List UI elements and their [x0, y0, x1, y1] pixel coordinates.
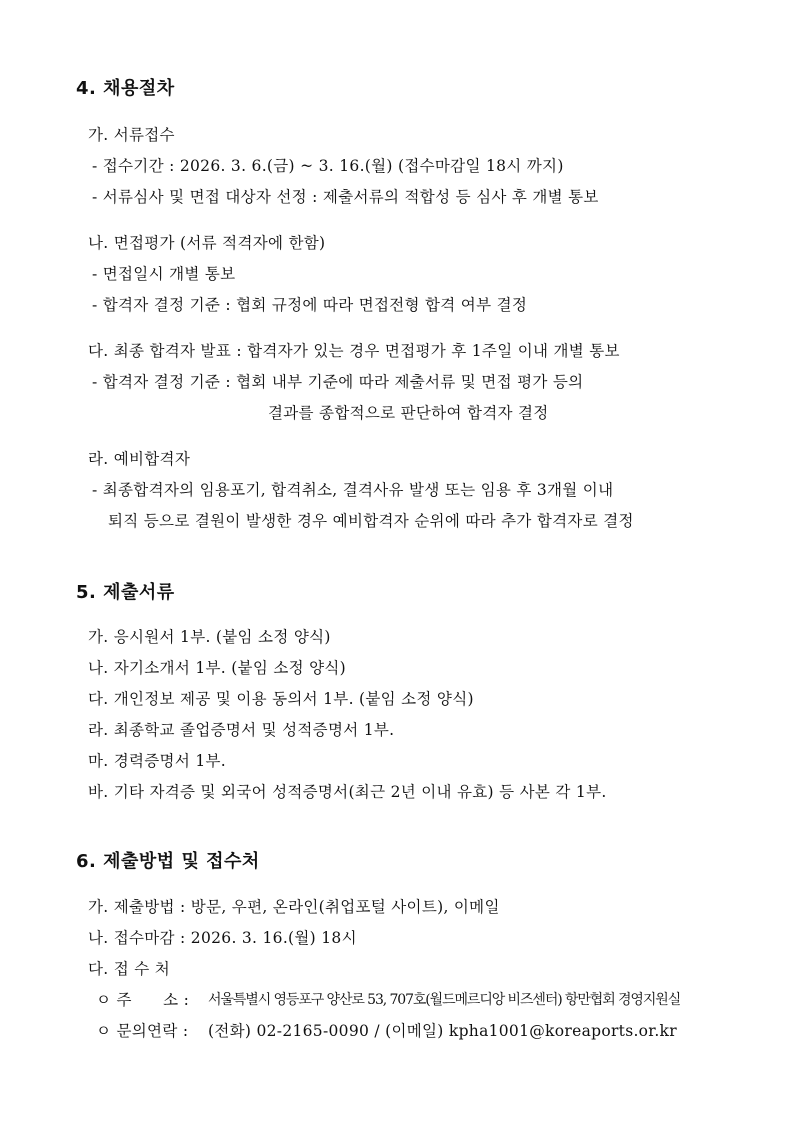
- sec5-item: 나. 자기소개서 1부. (붙임 소정 양식): [88, 659, 346, 677]
- sec4-a-item-1: - 접수기간 : 2026. 3. 6.(금) ~ 3. 16.(월) (접수마감일 18시 까지): [92, 157, 564, 175]
- sec4-b-item-1: - 면접일시 개별 통보: [92, 265, 236, 283]
- sec6-address-value: 서울특별시 영등포구 양산로 53, 707호(월드메르디앙 비즈센터) 항만협회 경영지원실: [208, 992, 681, 1008]
- sec4-d-item-1-cont: 퇴직 등으로 결원이 발생한 경우 예비합격자 순위에 따라 추가 합격자로 결정: [108, 512, 634, 530]
- sec6-address-label: ㅇ 주 소 :: [96, 991, 190, 1009]
- sec5-item: 바. 기타 자격증 및 외국어 성적증명서(최근 2년 이내 유효) 등 사본 각 1부.: [88, 783, 607, 801]
- sec4-a-item-2: - 서류심사 및 면접 대상자 선정 : 제출서류의 적합성 등 심사 후 개별 통보: [92, 188, 599, 206]
- sec6-contact-label: ㅇ 문의연락 :: [96, 1022, 189, 1040]
- sec4-c-title: 다. 최종 합격자 발표 : 합격자가 있는 경우 면접평가 후 1주일 이내 개별 통보: [88, 342, 620, 360]
- sec4-d-title: 라. 예비합격자: [88, 450, 191, 468]
- sec4-d-item-1: - 최종합격자의 임용포기, 합격취소, 결격사유 발생 또는 임용 후 3개월 이내: [92, 481, 614, 499]
- sec6-deadline: 나. 접수마감 : 2026. 3. 16.(월) 18시: [88, 929, 357, 947]
- sec4-c-item-1-cont: 결과를 종합적으로 판단하여 합격자 결정: [268, 404, 549, 422]
- section-5-title: 5. 제출서류: [76, 582, 175, 603]
- sec4-c-item-1: - 합격자 결정 기준 : 협회 내부 기준에 따라 제출서류 및 면접 평가 등의: [92, 373, 584, 391]
- sec4-a-title: 가. 서류접수: [88, 126, 175, 144]
- sec6-contact-title: 다. 접 수 처: [88, 960, 171, 978]
- section-6-title: 6. 제출방법 및 접수처: [76, 851, 260, 872]
- sec6-method: 가. 제출방법 : 방문, 우편, 온라인(취업포털 사이트), 이메일: [88, 898, 500, 916]
- sec4-b-title: 나. 면접평가 (서류 적격자에 한함): [88, 234, 326, 252]
- section-4-title: 4. 채용절차: [76, 78, 175, 99]
- sec4-b-item-2: - 합격자 결정 기준 : 협회 규정에 따라 면접전형 합격 여부 결정: [92, 296, 528, 314]
- sec5-item: 다. 개인정보 제공 및 이용 동의서 1부. (붙임 소정 양식): [88, 690, 474, 708]
- sec5-item: 가. 응시원서 1부. (붙임 소정 양식): [88, 628, 331, 646]
- sec5-item: 마. 경력증명서 1부.: [88, 752, 226, 770]
- sec5-item: 라. 최종학교 졸업증명서 및 성적증명서 1부.: [88, 721, 395, 739]
- sec6-contact-value: (전화) 02-2165-0090 / (이메일) kpha1001@koreaports.or.kr: [208, 1022, 677, 1040]
